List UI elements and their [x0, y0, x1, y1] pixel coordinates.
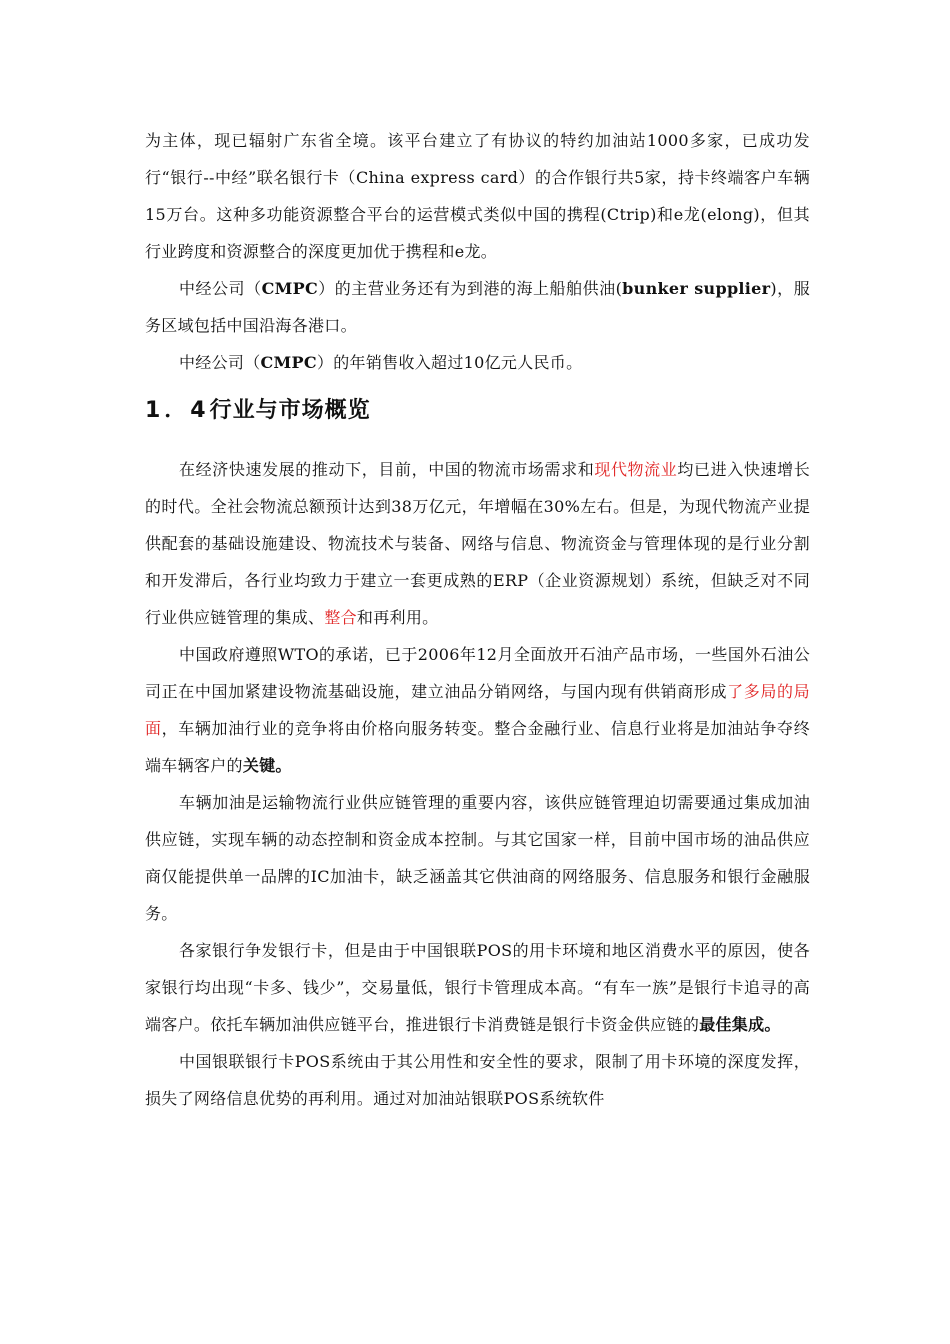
document-body	[145, 122, 810, 1117]
section-title: 行业与市场概览	[209, 398, 371, 423]
paragraph-text: 中国银联银行卡POS系统由于其公用性和安全性的要求，限制了用卡环境的深度发挥，损失了网络信息优势的再利用。通过对加油站银联POS系统软件	[145, 1052, 810, 1108]
highlighted-term: 现代物流业	[594, 460, 678, 479]
text-run: 和再利用。	[356, 608, 439, 627]
text-run: 中经公司（	[179, 279, 262, 298]
text-run: 各家银行争发银行卡，但是由于中国银联POS的用卡环境和地区消费水平的原因，使各家银行均出现“卡多、钱少”，交易量低，银行卡管理成本高。“有车一族”是银行卡追寻的高端客户。依托车辆加油供应链平台，推进银行卡消费链是银行卡资金供应链的	[145, 941, 810, 1034]
paragraph-bunker-business	[145, 270, 810, 344]
company-abbr: CMPC	[261, 279, 319, 298]
section-number: 1．4	[145, 398, 210, 423]
text-run: 在经济快速发展的推动下，目前，中国的物流市场需求和	[179, 460, 595, 479]
paragraph-text: 为主体，现已辐射广东省全境。该平台建立了有协议的特约加油站1000多家，已成功发行“银行--中经”联名银行卡（China express card）的合作银行共5家，持卡终端客户车辆15万台。这种多功能资源整合平台的运营模式类似中国的携程(Ctrip)和e龙(elong)，但其行业跨度和资源整合的深度更加优于携程和e龙。	[145, 131, 810, 261]
text-run: ）的主营业务还有为到港的海上船舶供油(	[318, 279, 623, 298]
paragraph-vehicle-refueling	[145, 784, 810, 932]
text-run: ，车辆加油行业的竞争将由价格向服务转变。整合金融行业、信息行业将是加油站争夺终端车辆客户的	[145, 719, 810, 775]
text-run: 均已进入快速增长的时代。全社会物流总额预计达到38万亿元，年增幅在30%左右。但是，为现代物流产业提供配套的基础设施建设、物流技术与装备、网络与信息、物流资金与管理体现的是行业分割和开发滞后，各行业均致力于建立一套更成熟的ERP（企业资源规划）系统，但缺乏对不同行业供应链管理的集成、	[145, 460, 810, 627]
highlighted-term: 了多局的局面	[145, 682, 810, 738]
company-abbr: CMPC	[260, 353, 317, 372]
emphasis-text: 最佳集成。	[699, 1015, 781, 1034]
paragraph-platform-overview	[145, 122, 810, 270]
text-run: ）的年销售收入超过10亿元人民币。	[316, 353, 583, 372]
section-heading	[145, 391, 810, 431]
text-run: 中国政府遵照WTO的承诺，已于2006年12月全面放开石油产品市场，一些国外石油公司正在中国加紧建设物流基础设施，建立油品分销网络，与国内现有供销商形成	[145, 645, 810, 701]
paragraph-text: 车辆加油是运输物流行业供应链管理的重要内容，该供应链管理迫切需要通过集成加油供应链，实现车辆的动态控制和资金成本控制。与其它国家一样，目前中国市场的油品供应商仅能提供单一品牌的IC加油卡，缺乏涵盖其它供油商的网络服务、信息服务和银行金融服务。	[145, 793, 810, 923]
emphasis-text: 关键。	[242, 756, 292, 775]
text-run: )，服务区域包括中国沿海各港口。	[145, 279, 810, 335]
paragraph-wto-commitment	[145, 636, 810, 784]
bunker-term: bunker supplier	[622, 279, 771, 298]
paragraph-logistics-market	[145, 451, 810, 636]
text-run: 中经公司（	[179, 353, 261, 372]
paragraph-bank-cards	[145, 932, 810, 1043]
paragraph-unionpay-pos	[145, 1043, 810, 1117]
highlighted-term: 整合	[324, 608, 357, 627]
paragraph-annual-revenue	[145, 344, 810, 381]
